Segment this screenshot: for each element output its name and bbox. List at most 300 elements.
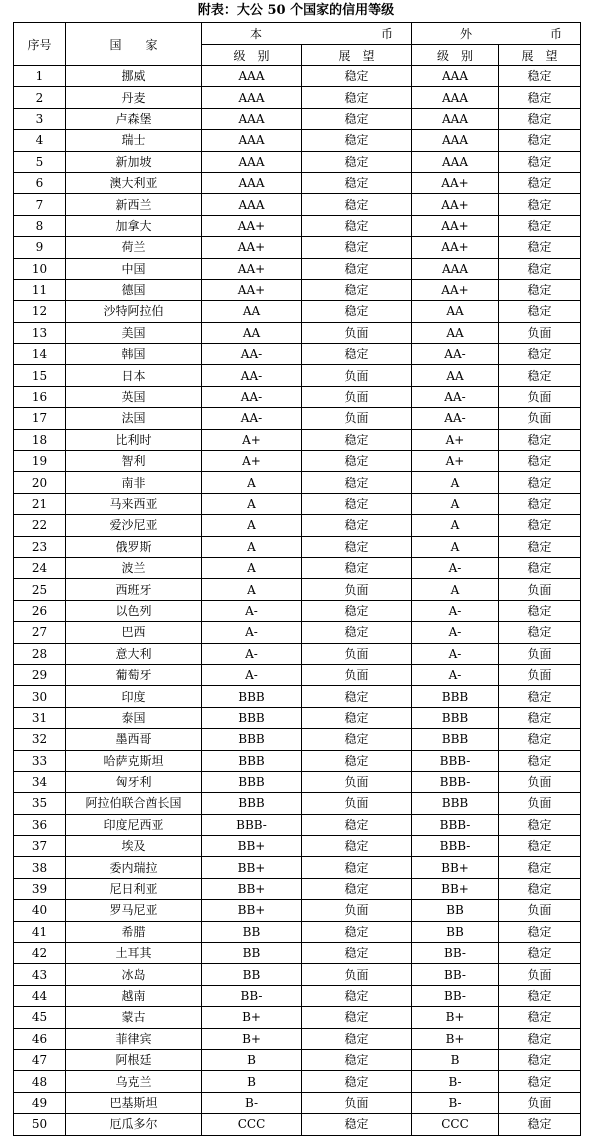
cell-country: 蒙古 — [66, 1007, 202, 1028]
cell-foreign-outlook: 稳定 — [499, 429, 581, 450]
cell-country: 南非 — [66, 472, 202, 493]
table-row — [14, 258, 581, 279]
cell-index: 49 — [14, 1092, 66, 1113]
table-row — [14, 943, 581, 964]
cell-index: 46 — [14, 1028, 66, 1049]
cell-foreign-rating: BBB — [412, 707, 499, 728]
cell-foreign-rating: AAA — [412, 108, 499, 129]
header-local-outlook: 展 望 — [302, 45, 412, 66]
cell-country: 波兰 — [66, 557, 202, 578]
cell-index: 3 — [14, 108, 66, 129]
cell-foreign-outlook: 稳定 — [499, 836, 581, 857]
cell-foreign-outlook: 负面 — [499, 322, 581, 343]
cell-index: 22 — [14, 515, 66, 536]
cell-index: 18 — [14, 429, 66, 450]
cell-foreign-rating: BB+ — [412, 857, 499, 878]
cell-foreign-outlook: 负面 — [499, 579, 581, 600]
cell-local-outlook: 稳定 — [302, 215, 412, 236]
table-row — [14, 600, 581, 621]
cell-local-outlook: 稳定 — [302, 279, 412, 300]
table-row — [14, 1007, 581, 1028]
cell-foreign-outlook: 稳定 — [499, 985, 581, 1006]
cell-country: 以色列 — [66, 600, 202, 621]
cell-foreign-rating: AA- — [412, 344, 499, 365]
cell-foreign-outlook: 稳定 — [499, 1049, 581, 1070]
cell-country: 埃及 — [66, 836, 202, 857]
cell-local-rating: BB- — [202, 985, 302, 1006]
cell-foreign-outlook: 负面 — [499, 771, 581, 792]
table-row — [14, 985, 581, 1006]
cell-index: 36 — [14, 814, 66, 835]
cell-local-rating: AA- — [202, 344, 302, 365]
cell-foreign-outlook: 稳定 — [499, 1007, 581, 1028]
cell-index: 26 — [14, 600, 66, 621]
header-foreign-rating: 级 别 — [412, 45, 499, 66]
cell-country: 匈牙利 — [66, 771, 202, 792]
cell-local-outlook: 负面 — [302, 793, 412, 814]
cell-foreign-rating: B- — [412, 1092, 499, 1113]
cell-foreign-outlook: 稳定 — [499, 472, 581, 493]
cell-country: 俄罗斯 — [66, 536, 202, 557]
cell-local-rating: BBB — [202, 793, 302, 814]
cell-local-rating: AAA — [202, 87, 302, 108]
table-row — [14, 301, 581, 322]
cell-index: 17 — [14, 408, 66, 429]
table-row — [14, 836, 581, 857]
cell-local-rating: AA — [202, 301, 302, 322]
cell-country: 加拿大 — [66, 215, 202, 236]
cell-local-rating: CCC — [202, 1114, 302, 1135]
cell-foreign-outlook: 负面 — [499, 793, 581, 814]
cell-foreign-outlook: 稳定 — [499, 1114, 581, 1135]
cell-local-rating: AAA — [202, 66, 302, 87]
cell-foreign-rating: AA- — [412, 386, 499, 407]
cell-foreign-rating: A — [412, 493, 499, 514]
cell-local-outlook: 稳定 — [302, 1114, 412, 1135]
cell-foreign-rating: AAA — [412, 258, 499, 279]
header-local-left: 本 — [250, 27, 263, 41]
cell-foreign-outlook: 稳定 — [499, 493, 581, 514]
cell-local-outlook: 稳定 — [302, 493, 412, 514]
cell-foreign-outlook: 负面 — [499, 1092, 581, 1113]
cell-foreign-rating: BB+ — [412, 878, 499, 899]
cell-foreign-outlook: 稳定 — [499, 279, 581, 300]
cell-foreign-outlook: 稳定 — [499, 557, 581, 578]
cell-local-outlook: 稳定 — [302, 536, 412, 557]
cell-index: 35 — [14, 793, 66, 814]
cell-index: 12 — [14, 301, 66, 322]
cell-country: 智利 — [66, 451, 202, 472]
table-row — [14, 386, 581, 407]
cell-country: 印度尼西亚 — [66, 814, 202, 835]
cell-local-outlook: 稳定 — [302, 258, 412, 279]
cell-foreign-outlook: 稳定 — [499, 194, 581, 215]
cell-country: 葡萄牙 — [66, 664, 202, 685]
cell-country: 希腊 — [66, 921, 202, 942]
cell-foreign-outlook: 负面 — [499, 900, 581, 921]
cell-local-outlook: 稳定 — [302, 750, 412, 771]
cell-country: 比利时 — [66, 429, 202, 450]
cell-index: 23 — [14, 536, 66, 557]
header-local-currency — [202, 23, 412, 45]
table-row — [14, 900, 581, 921]
cell-index: 25 — [14, 579, 66, 600]
cell-foreign-outlook: 稳定 — [499, 151, 581, 172]
cell-local-outlook: 稳定 — [302, 429, 412, 450]
cell-local-outlook: 稳定 — [302, 151, 412, 172]
cell-index: 8 — [14, 215, 66, 236]
table-row — [14, 707, 581, 728]
cell-local-outlook: 稳定 — [302, 600, 412, 621]
cell-country: 墨西哥 — [66, 729, 202, 750]
cell-foreign-rating: AA+ — [412, 279, 499, 300]
table-row — [14, 771, 581, 792]
cell-local-outlook: 稳定 — [302, 515, 412, 536]
header-foreign-currency — [412, 23, 581, 45]
cell-foreign-outlook: 稳定 — [499, 130, 581, 151]
cell-country: 厄瓜多尔 — [66, 1114, 202, 1135]
cell-foreign-outlook: 稳定 — [499, 622, 581, 643]
table-row — [14, 194, 581, 215]
cell-country: 委内瑞拉 — [66, 857, 202, 878]
table-row — [14, 686, 581, 707]
cell-index: 15 — [14, 365, 66, 386]
cell-index: 30 — [14, 686, 66, 707]
cell-country: 巴基斯坦 — [66, 1092, 202, 1113]
cell-foreign-rating: AAA — [412, 130, 499, 151]
cell-foreign-outlook: 稳定 — [499, 707, 581, 728]
table-row — [14, 87, 581, 108]
cell-foreign-outlook: 负面 — [499, 408, 581, 429]
cell-local-rating: B+ — [202, 1007, 302, 1028]
table-body — [14, 66, 581, 1136]
cell-foreign-outlook: 稳定 — [499, 750, 581, 771]
cell-country: 哈萨克斯坦 — [66, 750, 202, 771]
table-row — [14, 515, 581, 536]
cell-local-rating: BBB- — [202, 814, 302, 835]
cell-foreign-rating: AA — [412, 301, 499, 322]
cell-local-rating: AA+ — [202, 215, 302, 236]
cell-foreign-rating: A- — [412, 643, 499, 664]
cell-local-outlook: 稳定 — [302, 557, 412, 578]
cell-foreign-rating: A — [412, 536, 499, 557]
cell-local-outlook: 稳定 — [302, 878, 412, 899]
cell-local-rating: BB+ — [202, 836, 302, 857]
cell-foreign-outlook: 稳定 — [499, 172, 581, 193]
table-row — [14, 793, 581, 814]
cell-foreign-rating: B+ — [412, 1028, 499, 1049]
cell-foreign-outlook: 稳定 — [499, 878, 581, 899]
cell-local-rating: B — [202, 1071, 302, 1092]
cell-foreign-rating: BBB — [412, 793, 499, 814]
table-row — [14, 536, 581, 557]
cell-local-outlook: 稳定 — [302, 814, 412, 835]
cell-foreign-outlook: 稳定 — [499, 857, 581, 878]
cell-index: 14 — [14, 344, 66, 365]
cell-foreign-rating: A — [412, 515, 499, 536]
cell-foreign-outlook: 负面 — [499, 964, 581, 985]
cell-index: 10 — [14, 258, 66, 279]
cell-index: 44 — [14, 985, 66, 1006]
cell-country: 挪威 — [66, 66, 202, 87]
cell-index: 6 — [14, 172, 66, 193]
cell-foreign-outlook: 稳定 — [499, 729, 581, 750]
cell-foreign-outlook: 负面 — [499, 386, 581, 407]
cell-index: 43 — [14, 964, 66, 985]
cell-foreign-outlook: 稳定 — [499, 536, 581, 557]
cell-local-rating: AAA — [202, 151, 302, 172]
table-row — [14, 130, 581, 151]
header-country: 国 家 — [66, 23, 202, 66]
cell-foreign-rating: A+ — [412, 429, 499, 450]
table-row — [14, 215, 581, 236]
cell-index: 34 — [14, 771, 66, 792]
cell-local-outlook: 稳定 — [302, 1007, 412, 1028]
cell-local-outlook: 负面 — [302, 322, 412, 343]
cell-local-rating: AA+ — [202, 237, 302, 258]
cell-local-rating: BB+ — [202, 878, 302, 899]
cell-local-outlook: 负面 — [302, 964, 412, 985]
cell-foreign-rating: B — [412, 1049, 499, 1070]
cell-foreign-outlook: 稳定 — [499, 108, 581, 129]
cell-foreign-outlook: 稳定 — [499, 215, 581, 236]
cell-country: 越南 — [66, 985, 202, 1006]
cell-local-rating: B- — [202, 1092, 302, 1113]
cell-local-rating: A- — [202, 664, 302, 685]
cell-country: 中国 — [66, 258, 202, 279]
cell-country: 阿拉伯联合酋长国 — [66, 793, 202, 814]
table-title: 附表：大公 50 个国家的信用等级 — [197, 3, 395, 18]
cell-foreign-rating: AA+ — [412, 194, 499, 215]
cell-country: 西班牙 — [66, 579, 202, 600]
cell-foreign-outlook: 稳定 — [499, 66, 581, 87]
cell-local-outlook: 稳定 — [302, 686, 412, 707]
cell-foreign-rating: AA+ — [412, 237, 499, 258]
cell-local-rating: A- — [202, 622, 302, 643]
cell-foreign-outlook: 稳定 — [499, 301, 581, 322]
cell-index: 40 — [14, 900, 66, 921]
cell-foreign-outlook: 稳定 — [499, 600, 581, 621]
cell-foreign-rating: AA — [412, 365, 499, 386]
cell-local-outlook: 稳定 — [302, 707, 412, 728]
cell-foreign-rating: A- — [412, 664, 499, 685]
cell-index: 42 — [14, 943, 66, 964]
cell-foreign-outlook: 稳定 — [499, 515, 581, 536]
cell-foreign-rating: AAA — [412, 151, 499, 172]
cell-index: 31 — [14, 707, 66, 728]
table-row — [14, 878, 581, 899]
cell-index: 39 — [14, 878, 66, 899]
table-row — [14, 172, 581, 193]
cell-local-rating: AAA — [202, 194, 302, 215]
cell-country: 瑞士 — [66, 130, 202, 151]
cell-index: 7 — [14, 194, 66, 215]
table-row — [14, 108, 581, 129]
cell-index: 16 — [14, 386, 66, 407]
cell-country: 荷兰 — [66, 237, 202, 258]
cell-local-outlook: 稳定 — [302, 237, 412, 258]
table-row — [14, 66, 581, 87]
cell-country: 泰国 — [66, 707, 202, 728]
table-row — [14, 643, 581, 664]
cell-foreign-outlook: 稳定 — [499, 344, 581, 365]
cell-index: 27 — [14, 622, 66, 643]
cell-index: 41 — [14, 921, 66, 942]
cell-index: 20 — [14, 472, 66, 493]
cell-local-rating: AA- — [202, 408, 302, 429]
cell-local-rating: A — [202, 515, 302, 536]
cell-country: 沙特阿拉伯 — [66, 301, 202, 322]
cell-local-rating: AA- — [202, 365, 302, 386]
cell-foreign-outlook: 稳定 — [499, 921, 581, 942]
cell-index: 38 — [14, 857, 66, 878]
cell-local-rating: BB — [202, 921, 302, 942]
cell-index: 13 — [14, 322, 66, 343]
cell-foreign-rating: A+ — [412, 451, 499, 472]
cell-foreign-rating: A — [412, 472, 499, 493]
cell-country: 冰岛 — [66, 964, 202, 985]
cell-local-rating: BB — [202, 964, 302, 985]
cell-foreign-outlook: 稳定 — [499, 814, 581, 835]
cell-foreign-outlook: 负面 — [499, 664, 581, 685]
header-row-1 — [14, 23, 581, 45]
cell-foreign-rating: A- — [412, 557, 499, 578]
cell-foreign-rating: AAA — [412, 66, 499, 87]
cell-local-outlook: 稳定 — [302, 1071, 412, 1092]
table-row — [14, 1028, 581, 1049]
cell-index: 4 — [14, 130, 66, 151]
table-row — [14, 322, 581, 343]
table-row — [14, 1114, 581, 1135]
cell-local-outlook: 稳定 — [302, 472, 412, 493]
cell-index: 11 — [14, 279, 66, 300]
cell-foreign-outlook: 稳定 — [499, 258, 581, 279]
cell-country: 乌克兰 — [66, 1071, 202, 1092]
cell-index: 32 — [14, 729, 66, 750]
table-row — [14, 344, 581, 365]
table-row — [14, 964, 581, 985]
cell-index: 1 — [14, 66, 66, 87]
cell-local-rating: BBB — [202, 686, 302, 707]
cell-index: 21 — [14, 493, 66, 514]
cell-foreign-rating: AA — [412, 322, 499, 343]
cell-index: 9 — [14, 237, 66, 258]
table-row — [14, 408, 581, 429]
cell-local-outlook: 稳定 — [302, 622, 412, 643]
cell-local-rating: BBB — [202, 707, 302, 728]
cell-local-outlook: 稳定 — [302, 87, 412, 108]
cell-foreign-rating: AA+ — [412, 172, 499, 193]
cell-foreign-rating: AA+ — [412, 215, 499, 236]
header-foreign-left: 外 — [460, 27, 473, 41]
cell-index: 48 — [14, 1071, 66, 1092]
cell-local-rating: AA- — [202, 386, 302, 407]
cell-country: 尼日利亚 — [66, 878, 202, 899]
table-row — [14, 750, 581, 771]
cell-index: 19 — [14, 451, 66, 472]
cell-index: 50 — [14, 1114, 66, 1135]
cell-local-outlook: 负面 — [302, 386, 412, 407]
table-row — [14, 729, 581, 750]
cell-local-outlook: 负面 — [302, 408, 412, 429]
cell-country: 美国 — [66, 322, 202, 343]
cell-index: 29 — [14, 664, 66, 685]
cell-country: 爱沙尼亚 — [66, 515, 202, 536]
cell-local-rating: AAA — [202, 130, 302, 151]
cell-country: 罗马尼亚 — [66, 900, 202, 921]
cell-local-outlook: 稳定 — [302, 66, 412, 87]
cell-foreign-outlook: 稳定 — [499, 365, 581, 386]
cell-foreign-outlook: 稳定 — [499, 87, 581, 108]
table-row — [14, 237, 581, 258]
cell-index: 2 — [14, 87, 66, 108]
cell-local-outlook: 稳定 — [302, 194, 412, 215]
cell-foreign-rating: CCC — [412, 1114, 499, 1135]
table-row — [14, 579, 581, 600]
cell-local-outlook: 稳定 — [302, 172, 412, 193]
cell-local-outlook: 稳定 — [302, 857, 412, 878]
cell-country: 卢森堡 — [66, 108, 202, 129]
header-foreign-right: 币 — [549, 27, 562, 41]
table-row — [14, 622, 581, 643]
cell-local-outlook: 负面 — [302, 1092, 412, 1113]
cell-foreign-rating: BB — [412, 921, 499, 942]
cell-foreign-rating: BBB — [412, 729, 499, 750]
cell-country: 丹麦 — [66, 87, 202, 108]
cell-foreign-outlook: 稳定 — [499, 1028, 581, 1049]
cell-foreign-rating: BBB- — [412, 750, 499, 771]
cell-local-rating: A — [202, 493, 302, 514]
cell-local-rating: A — [202, 557, 302, 578]
cell-local-outlook: 稳定 — [302, 301, 412, 322]
cell-foreign-rating: A- — [412, 622, 499, 643]
cell-local-outlook: 稳定 — [302, 451, 412, 472]
cell-local-rating: AAA — [202, 108, 302, 129]
table-row — [14, 921, 581, 942]
cell-local-rating: BBB — [202, 771, 302, 792]
table-row — [14, 279, 581, 300]
cell-local-rating: A+ — [202, 429, 302, 450]
cell-country: 日本 — [66, 365, 202, 386]
cell-local-rating: BBB — [202, 729, 302, 750]
cell-country: 澳大利亚 — [66, 172, 202, 193]
cell-local-rating: BBB — [202, 750, 302, 771]
header-index: 序号 — [14, 23, 66, 66]
cell-country: 新西兰 — [66, 194, 202, 215]
cell-local-outlook: 负面 — [302, 643, 412, 664]
cell-local-outlook: 稳定 — [302, 921, 412, 942]
cell-country: 英国 — [66, 386, 202, 407]
cell-country: 巴西 — [66, 622, 202, 643]
cell-local-rating: B — [202, 1049, 302, 1070]
header-foreign-outlook: 展 望 — [499, 45, 581, 66]
cell-local-outlook: 稳定 — [302, 729, 412, 750]
cell-country: 菲律宾 — [66, 1028, 202, 1049]
cell-local-rating: BB — [202, 943, 302, 964]
cell-local-rating: A — [202, 579, 302, 600]
cell-foreign-outlook: 稳定 — [499, 237, 581, 258]
cell-foreign-rating: BBB- — [412, 836, 499, 857]
table-row — [14, 429, 581, 450]
cell-local-outlook: 负面 — [302, 579, 412, 600]
cell-local-rating: A — [202, 536, 302, 557]
cell-foreign-rating: AA- — [412, 408, 499, 429]
cell-index: 24 — [14, 557, 66, 578]
cell-foreign-rating: B+ — [412, 1007, 499, 1028]
cell-index: 5 — [14, 151, 66, 172]
cell-local-outlook: 稳定 — [302, 1049, 412, 1070]
cell-local-outlook: 稳定 — [302, 836, 412, 857]
